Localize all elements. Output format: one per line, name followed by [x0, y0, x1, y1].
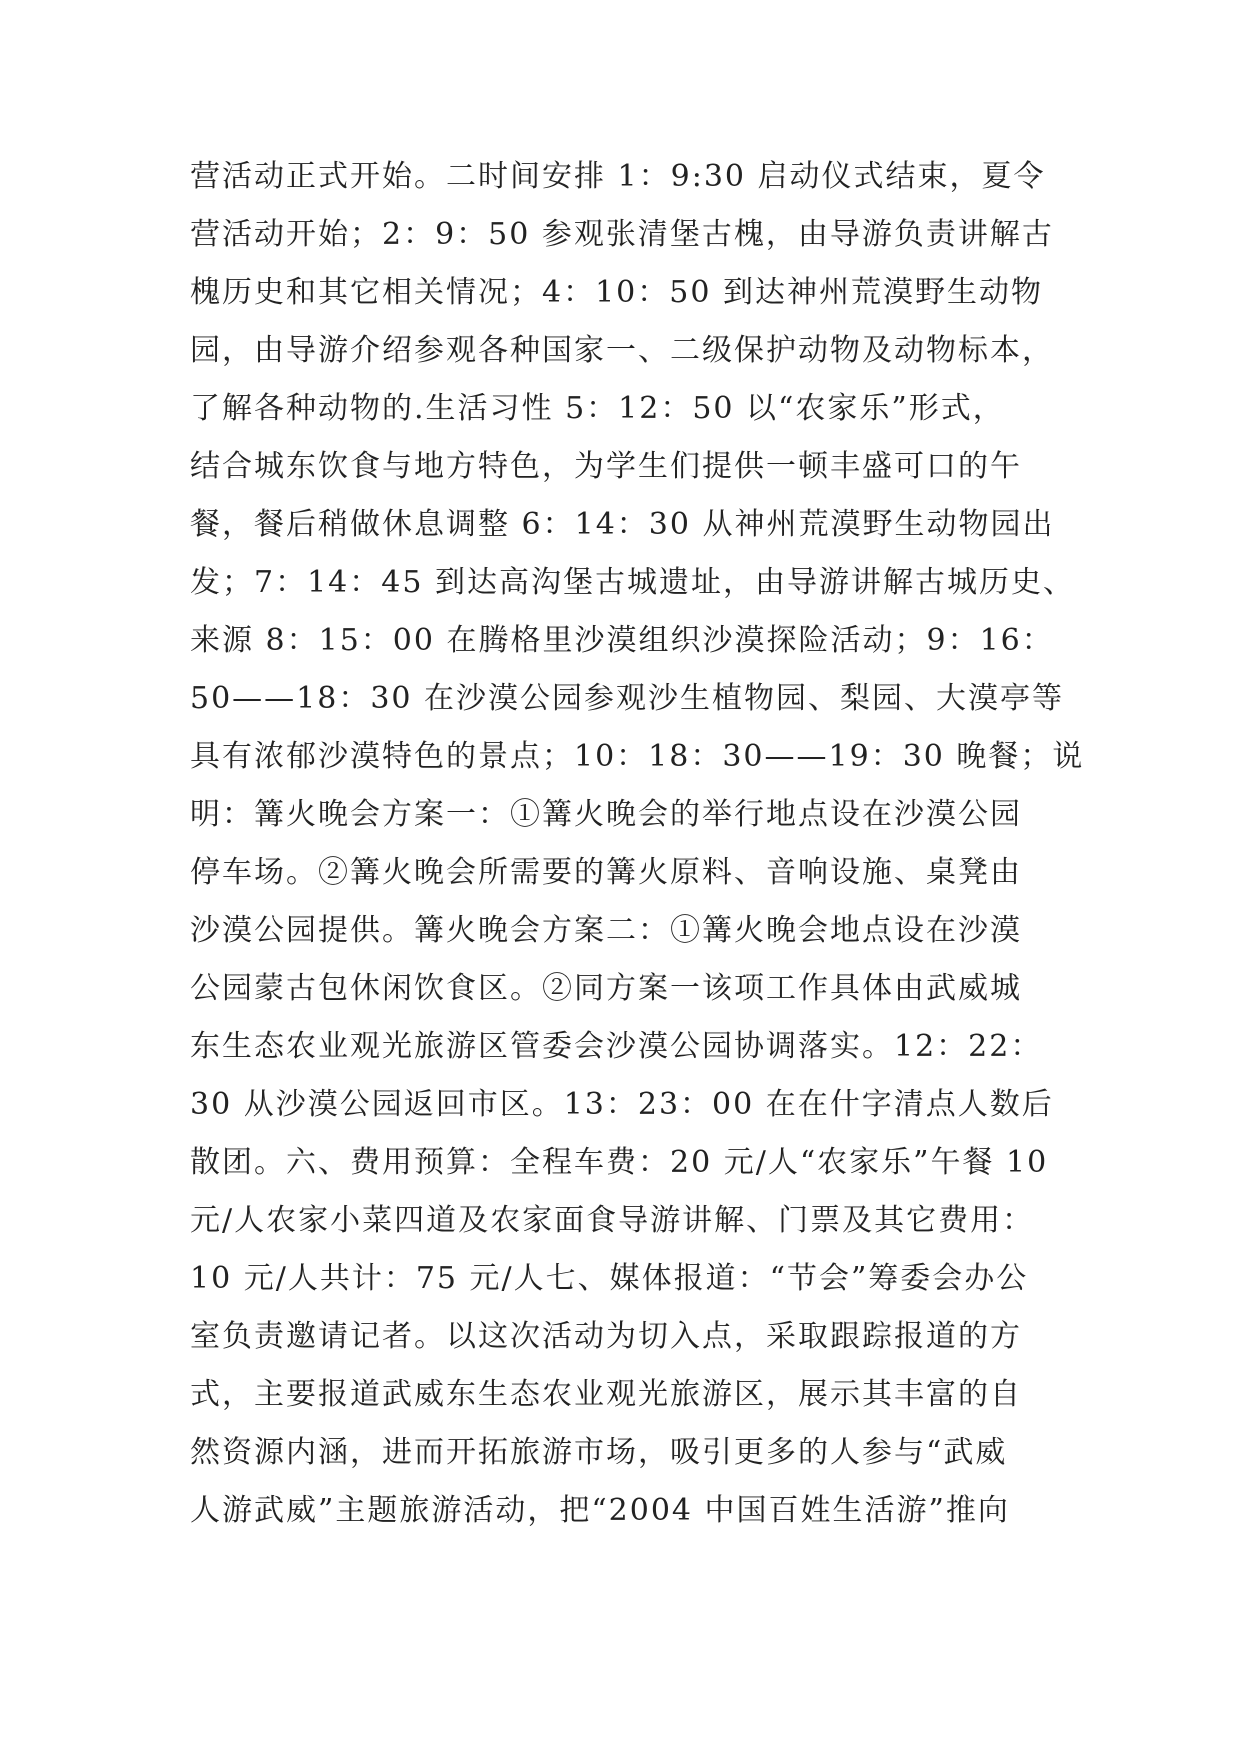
body-text: [190, 148, 1090, 1540]
text-line: 营活动开始；2：9：50 参观张清堡古槐，由导游负责讲解古: [190, 217, 1054, 252]
text-line: 停车场。②篝火晚会所需要的篝火原料、音响设施、桌凳由: [190, 855, 1022, 890]
text-line: 式，主要报道武威东生态农业观光旅游区，展示其丰富的自: [190, 1377, 1022, 1412]
text-line: 元/人农家小菜四道及农家面食导游讲解、门票及其它费用：: [190, 1203, 1035, 1238]
text-line: 然资源内涵，进而开拓旅游市场，吸引更多的人参与“武威: [190, 1435, 1008, 1470]
text-line: 了解各种动物的.生活习性 5：12：50 以“农家乐”形式，: [190, 391, 1005, 426]
text-line: 30 从沙漠公园返回市区。13：23：00 在在什字清点人数后: [190, 1087, 1054, 1122]
text-line: 东生态农业观光旅游区管委会沙漠公园协调落实。12：22：: [190, 1029, 1043, 1064]
text-line: 10 元/人共计：75 元/人七、媒体报道：“节会”筹委会办公: [190, 1261, 1029, 1296]
text-line: 发；7：14：45 到达高沟堡古城遗址，由导游讲解古城历史、: [190, 565, 1075, 600]
text-line: 沙漠公园提供。篝火晚会方案二：①篝火晚会地点设在沙漠: [190, 913, 1022, 948]
text-line: 具有浓郁沙漠特色的景点；10：18：30——19：30 晚餐；说: [190, 739, 1085, 774]
text-line: 园，由导游介绍参观各种国家一、二级保护动物及动物标本，: [190, 333, 1054, 368]
text-line: 营活动正式开始。二时间安排 1：9:30 启动仪式结束，夏令: [190, 159, 1046, 194]
text-line: 来源 8：15：00 在腾格里沙漠组织沙漠探险活动；9：16：: [190, 623, 1054, 658]
text-line: 散团。六、费用预算：全程车费：20 元/人“农家乐”午餐 10: [190, 1145, 1049, 1180]
text-line: 公园蒙古包休闲饮食区。②同方案一该项工作具体由武威城: [190, 971, 1022, 1006]
text-line: 餐，餐后稍做休息调整 6：14：30 从神州荒漠野生动物园出: [190, 507, 1055, 542]
text-line: 50——18：30 在沙漠公园参观沙生植物园、梨园、大漠亭等: [190, 681, 1065, 716]
text-line: 结合城东饮食与地方特色，为学生们提供一顿丰盛可口的午: [190, 449, 1022, 484]
text-line: 人游武威”主题旅游活动，把“2004 中国百姓生活游”推向: [190, 1493, 1010, 1528]
text-line: 室负责邀请记者。以这次活动为切入点，采取跟踪报道的方: [190, 1319, 1022, 1354]
text-line: 槐历史和其它相关情况；4：10：50 到达神州荒漠野生动物: [190, 275, 1043, 310]
text-line: 明：篝火晚会方案一：①篝火晚会的举行地点设在沙漠公园: [190, 797, 1022, 832]
